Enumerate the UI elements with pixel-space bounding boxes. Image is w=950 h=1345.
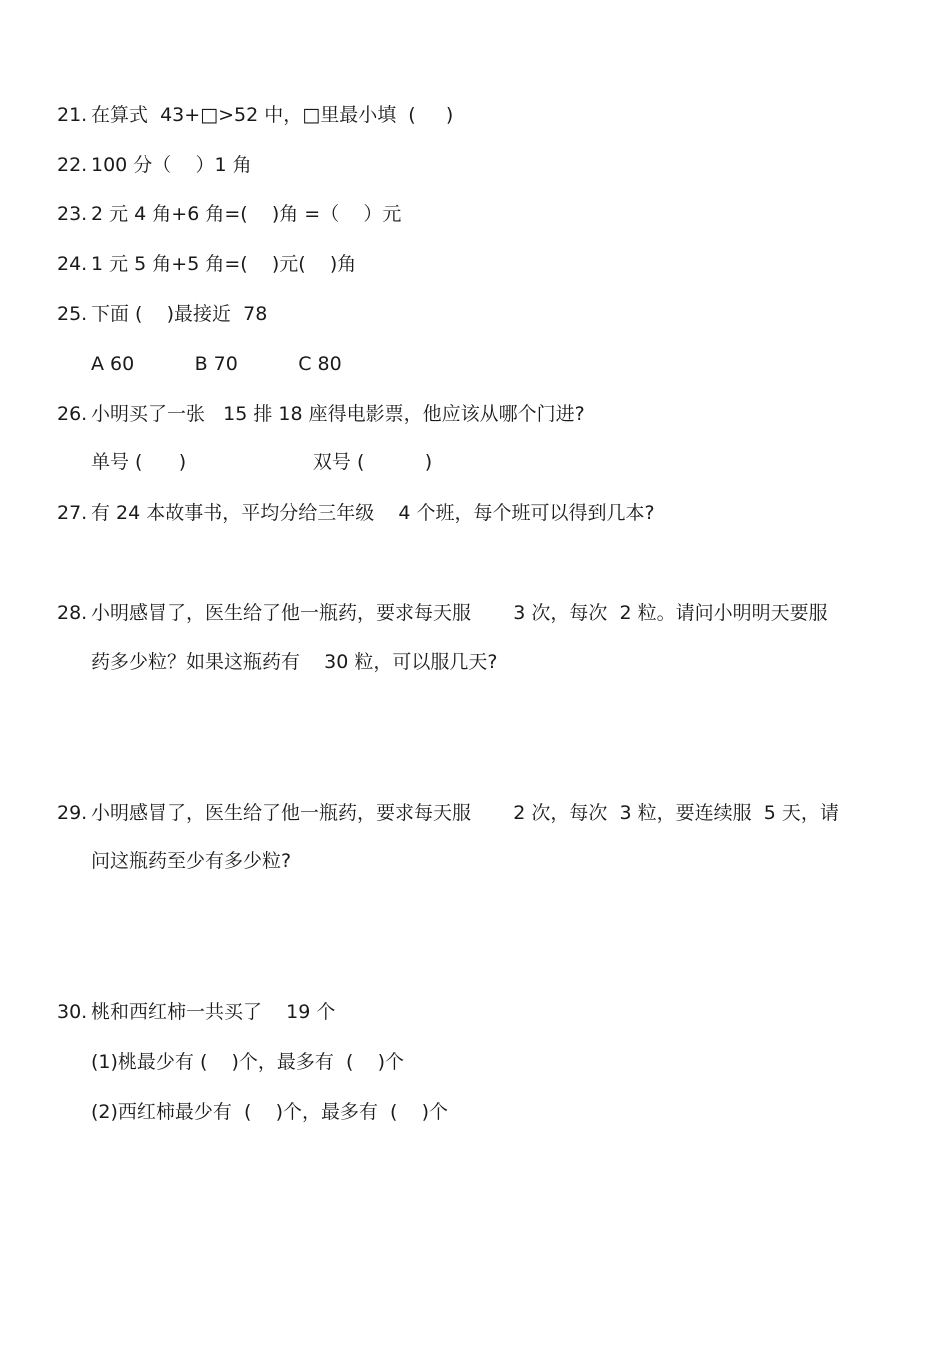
question-number: 26. [57,403,88,425]
question-number: 29. [57,802,88,824]
question-28-continuation: 药多少粒？如果这瓶药有 30 粒，可以服几天? [91,651,498,673]
question-number: 21. [57,104,88,126]
question-25-text: 下面 ( )最接近 78 [91,303,268,325]
question-number: 27. [57,502,88,524]
question-number: 24. [57,253,88,275]
question-25-options: A 60 B 70 C 80 [91,353,342,375]
question-29-continuation: 问这瓶药至少有多少粒? [91,850,292,872]
question-29-text: 小明感冒了，医生给了他一瓶药，要求每天服 2 次，每次 3 粒，要连续服 5 天，请 [91,802,839,824]
question-21-text: 在算式 43+□>52 中，□里最小填 ( ) [91,104,454,126]
question-22-text: 100 分（ ）1 角 [91,154,252,176]
question-26-text: 小明买了一张 15 排 18 座得电影票，他应该从哪个门进? [91,403,585,425]
question-number: 25. [57,303,88,325]
question-30-sub-2: (2)西红柿最少有 ( )个，最多有 ( )个 [91,1101,449,1123]
question-26-options: 单号 ( ) 双号 ( ) [91,451,433,473]
question-27-text: 有 24 本故事书，平均分给三年级 4 个班，每个班可以得到几本? [91,502,655,524]
question-number: 28. [57,602,88,624]
question-30-sub-1: (1)桃最少有 ( )个，最多有 ( )个 [91,1051,404,1073]
question-number: 22. [57,154,88,176]
question-number: 30. [57,1001,88,1023]
question-number: 23. [57,203,88,225]
question-23-text: 2 元 4 角+6 角=( )角 =（ ）元 [91,203,402,225]
question-24-text: 1 元 5 角+5 角=( )元( )角 [91,253,357,275]
question-30-text: 桃和西红柿一共买了 19 个 [91,1001,336,1023]
question-28-text: 小明感冒了，医生给了他一瓶药，要求每天服 3 次，每次 2 粒。请问小明明天要服 [91,602,828,624]
